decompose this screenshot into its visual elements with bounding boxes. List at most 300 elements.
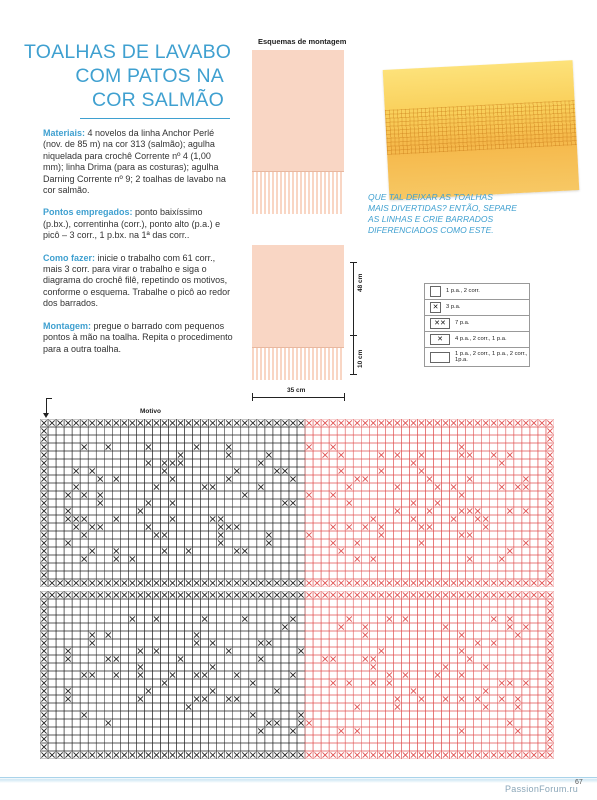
chart-cell [514, 443, 522, 451]
chart-cell [490, 563, 498, 571]
chart-cross-mark [547, 720, 552, 725]
chart-cell [474, 727, 482, 735]
chart-cell [401, 451, 409, 459]
chart-cell [514, 451, 522, 459]
chart-cell [128, 475, 136, 483]
chart-cell [209, 671, 217, 679]
chart-cell [136, 483, 144, 491]
chart-cell [225, 571, 233, 579]
chart-cell [104, 563, 112, 571]
chart-cell [241, 499, 249, 507]
chart-cell [353, 451, 361, 459]
chart-cross-mark [411, 592, 416, 597]
chart-cell [193, 571, 201, 579]
chart-cell [257, 523, 265, 531]
chart-cell [305, 451, 313, 459]
chart-cell [426, 695, 434, 703]
chart-cell [313, 435, 321, 443]
chart-cell [209, 555, 217, 563]
chart-cell [401, 459, 409, 467]
chart-cell [538, 435, 546, 443]
chart-cross-mark [331, 540, 336, 545]
chart-cell [120, 459, 128, 467]
chart-cross-mark [186, 548, 191, 553]
chart-cell [434, 563, 442, 571]
chart-cell [337, 615, 345, 623]
chart-cell [530, 515, 538, 523]
watermark: PassionForum.ru [505, 784, 579, 794]
chart-cell [249, 695, 257, 703]
chart-cell [64, 615, 72, 623]
chart-cell [265, 703, 273, 711]
chart-cross-mark [547, 540, 552, 545]
chart-cell [72, 639, 80, 647]
chart-cell [353, 615, 361, 623]
chart-cell [217, 615, 225, 623]
chart-cross-mark [547, 484, 552, 489]
chart-cell [409, 571, 417, 579]
chart-cell [72, 555, 80, 563]
chart-cell [393, 467, 401, 475]
chart-cross-mark [507, 592, 512, 597]
chart-cell [482, 483, 490, 491]
chart-cell [201, 499, 209, 507]
chart-cell [177, 467, 185, 475]
chart-cell [321, 547, 329, 555]
chart-cell [233, 607, 241, 615]
chart-cell [442, 435, 450, 443]
chart-cell [345, 443, 353, 451]
chart-cell [417, 531, 425, 539]
chart-cross-mark [242, 548, 247, 553]
chart-cell [257, 427, 265, 435]
chart-cell [64, 711, 72, 719]
chart-cell [281, 743, 289, 751]
chart-cell [514, 639, 522, 647]
chart-cell [514, 599, 522, 607]
chart-cell [538, 483, 546, 491]
chart-cross-mark [290, 672, 295, 677]
chart-cell [225, 735, 233, 743]
chart-cross-mark [170, 580, 175, 585]
chart-cell [313, 679, 321, 687]
empty-square-icon [430, 286, 441, 297]
towel-fringe [252, 347, 344, 380]
chart-cell [241, 451, 249, 459]
chart-cross-mark [499, 696, 504, 701]
chart-cell [434, 711, 442, 719]
chart-cell [482, 695, 490, 703]
chart-cross-mark [539, 580, 544, 585]
chart-cell [369, 491, 377, 499]
chart-cell [353, 571, 361, 579]
chart-cross-mark [547, 572, 552, 577]
chart-cell [321, 499, 329, 507]
chart-cell [538, 563, 546, 571]
chart-cell [417, 727, 425, 735]
chart-cell [345, 427, 353, 435]
chart-cell [450, 475, 458, 483]
chart-cell [474, 531, 482, 539]
chart-cell [369, 687, 377, 695]
chart-cell [225, 435, 233, 443]
chart-cross-mark [258, 484, 263, 489]
chart-cell [88, 703, 96, 711]
chart-cell [257, 687, 265, 695]
chart-cell [217, 483, 225, 491]
chart-cell [144, 607, 152, 615]
chart-cell [297, 475, 305, 483]
chart-cross-mark [82, 556, 87, 561]
chart-cell [273, 599, 281, 607]
chart-cell [474, 679, 482, 687]
chart-cell [289, 571, 297, 579]
chart-cell [409, 531, 417, 539]
cross-square-icon: ✕ [430, 302, 441, 313]
chart-cell [297, 539, 305, 547]
chart-cell [289, 555, 297, 563]
chart-cell [249, 499, 257, 507]
chart-cross-mark [90, 592, 95, 597]
chart-cross-mark [443, 696, 448, 701]
chart-cell [313, 547, 321, 555]
chart-cell [426, 631, 434, 639]
chart-cell [80, 663, 88, 671]
chart-cell [128, 743, 136, 751]
chart-cell [56, 735, 64, 743]
chart-cell [450, 555, 458, 563]
chart-cell [72, 531, 80, 539]
chart-cell [305, 547, 313, 555]
chart-cross-mark [491, 452, 496, 457]
chart-cross-mark [314, 580, 319, 585]
chart-cell [385, 735, 393, 743]
chart-cell [538, 427, 546, 435]
chart-cross-mark [202, 696, 207, 701]
chart-cell [48, 687, 56, 695]
chart-cell [434, 491, 442, 499]
chart-cell [474, 523, 482, 531]
chart-cross-mark [274, 420, 279, 425]
chart-cell [289, 523, 297, 531]
chart-cell [217, 563, 225, 571]
chart-cell [273, 639, 281, 647]
chart-cell [64, 475, 72, 483]
chart-cross-mark [306, 492, 311, 497]
footer-rule [0, 777, 597, 783]
chart-cell [112, 679, 120, 687]
chart-cell [313, 687, 321, 695]
chart-cell [48, 655, 56, 663]
chart-cross-mark [90, 548, 95, 553]
chart-cell [530, 475, 538, 483]
chart-cell [233, 687, 241, 695]
chart-cell [136, 435, 144, 443]
chart-cell [72, 547, 80, 555]
chart-cell [249, 483, 257, 491]
chart-cell [80, 703, 88, 711]
chart-cell [241, 563, 249, 571]
chart-cross-mark [419, 580, 424, 585]
chart-cell [506, 695, 514, 703]
chart-cell [401, 507, 409, 515]
chart-cell [522, 467, 530, 475]
chart-cell [345, 599, 353, 607]
dimension-tick [350, 262, 357, 263]
chart-cell [409, 623, 417, 631]
chart-cell [530, 663, 538, 671]
chart-cross-mark [547, 600, 552, 605]
chart-cell [64, 663, 72, 671]
chart-cell [345, 563, 353, 571]
chart-cell [369, 719, 377, 727]
chart-cell [474, 607, 482, 615]
chart-cross-mark [290, 420, 295, 425]
chart-cell [233, 427, 241, 435]
chart-cross-mark [467, 580, 472, 585]
chart-cross-mark [274, 580, 279, 585]
chart-cell [177, 703, 185, 711]
chart-cell [225, 639, 233, 647]
chart-cell [289, 647, 297, 655]
chart-cell [345, 491, 353, 499]
chart-cell [177, 563, 185, 571]
chart-cell [185, 523, 193, 531]
chart-cell [353, 531, 361, 539]
chart-cell [417, 719, 425, 727]
chart-cell [289, 655, 297, 663]
chart-cell [377, 599, 385, 607]
chart-cell [48, 451, 56, 459]
chart-cross-mark [419, 592, 424, 597]
chart-cell [474, 475, 482, 483]
chart-cell [48, 563, 56, 571]
chart-cell [185, 499, 193, 507]
chart-cell [345, 695, 353, 703]
chart-cell [241, 623, 249, 631]
chart-cell [466, 515, 474, 523]
chart-cell [393, 499, 401, 507]
chart-cell [490, 703, 498, 711]
chart-cell [442, 459, 450, 467]
chart-cell [313, 467, 321, 475]
chart-cross-mark [363, 656, 368, 661]
chart-cell [233, 719, 241, 727]
chart-cell [506, 515, 514, 523]
chart-cross-mark [218, 532, 223, 537]
chart-cross-mark [90, 468, 95, 473]
crochet-chart-top [40, 419, 554, 587]
chart-cell [297, 687, 305, 695]
chart-cross-mark [41, 532, 46, 537]
chart-cell [273, 427, 281, 435]
chart-cell [313, 743, 321, 751]
chart-cross-mark [475, 516, 480, 521]
chart-cell [490, 671, 498, 679]
chart-cross-mark [65, 492, 70, 497]
chart-cell [361, 515, 369, 523]
chart-cell [209, 679, 217, 687]
chart-cell [417, 655, 425, 663]
chart-cross-mark [339, 752, 344, 757]
chart-cell [426, 499, 434, 507]
chart-cross-mark [186, 704, 191, 709]
chart-cell [417, 743, 425, 751]
chart-cell [112, 711, 120, 719]
chart-cell [209, 623, 217, 631]
chart-cell [225, 539, 233, 547]
chart-cell [112, 571, 120, 579]
chart-cross-mark [210, 688, 215, 693]
chart-cell [72, 607, 80, 615]
chart-cell [136, 555, 144, 563]
chart-cell [474, 427, 482, 435]
chart-cross-mark [306, 720, 311, 725]
chart-cross-mark [234, 592, 239, 597]
chart-cell [48, 459, 56, 467]
chart-cross-mark [435, 500, 440, 505]
chart-cell [409, 523, 417, 531]
chart-cell [409, 663, 417, 671]
chart-cell [305, 671, 313, 679]
chart-cell [377, 515, 385, 523]
chart-cell [530, 499, 538, 507]
chart-cell [530, 631, 538, 639]
chart-cell [249, 507, 257, 515]
chart-cell [257, 539, 265, 547]
chart-cell [273, 711, 281, 719]
chart-cell [281, 615, 289, 623]
chart-cell [56, 475, 64, 483]
chart-cell [458, 483, 466, 491]
chart-cell [514, 671, 522, 679]
chart-cell [289, 743, 297, 751]
chart-cross-mark [242, 616, 247, 621]
chart-cell [257, 679, 265, 687]
chart-cell [530, 695, 538, 703]
chart-cell [160, 483, 168, 491]
chart-cross-mark [547, 532, 552, 537]
chart-cell [434, 623, 442, 631]
chart-cross-mark [130, 616, 135, 621]
chart-cross-mark [106, 752, 111, 757]
chart-cell [152, 735, 160, 743]
chart-cell [434, 435, 442, 443]
chart-cell [120, 727, 128, 735]
chart-cell [257, 615, 265, 623]
chart-cross-mark [403, 420, 408, 425]
chart-cell [321, 679, 329, 687]
chart-cross-mark [467, 420, 472, 425]
chart-cell [281, 639, 289, 647]
chart-cell [201, 539, 209, 547]
chart-cell [401, 563, 409, 571]
chart-cell [377, 539, 385, 547]
chart-cell [241, 523, 249, 531]
chart-cell [273, 607, 281, 615]
chart-cross-mark [154, 420, 159, 425]
chart-cell [209, 703, 217, 711]
chart-cell [120, 615, 128, 623]
chart-cell [538, 599, 546, 607]
chart-cell [458, 547, 466, 555]
chart-cell [538, 671, 546, 679]
chart-cell [482, 491, 490, 499]
section-label: Como fazer: [43, 252, 96, 263]
chart-cell [393, 475, 401, 483]
chart-cross-mark [459, 508, 464, 513]
chart-cell [201, 547, 209, 555]
chart-cross-mark [194, 672, 199, 677]
chart-cell [361, 467, 369, 475]
chart-cell [329, 719, 337, 727]
chart-cell [217, 711, 225, 719]
chart-cell [321, 663, 329, 671]
chart-cell [337, 663, 345, 671]
chart-cell [329, 483, 337, 491]
chart-cell [377, 427, 385, 435]
chart-cell [506, 531, 514, 539]
chart-cross-mark [65, 592, 70, 597]
chart-cell [538, 711, 546, 719]
chart-cell [313, 571, 321, 579]
chart-cell [329, 507, 337, 515]
chart-cell [393, 639, 401, 647]
chart-cell [353, 459, 361, 467]
chart-cell [482, 563, 490, 571]
chart-cross-mark [122, 420, 127, 425]
chart-cross-mark [547, 564, 552, 569]
chart-cross-mark [49, 592, 54, 597]
chart-cell [417, 499, 425, 507]
chart-cross-mark [475, 508, 480, 513]
chart-cell [482, 507, 490, 515]
chart-cell [72, 727, 80, 735]
chart-cell [530, 623, 538, 631]
chart-cell [152, 655, 160, 663]
chart-cell [361, 647, 369, 655]
chart-cross-mark [170, 460, 175, 465]
chart-cell [530, 735, 538, 743]
chart-cell [225, 727, 233, 735]
chart-cross-mark [234, 672, 239, 677]
chart-cell [514, 435, 522, 443]
chart-cross-mark [507, 680, 512, 685]
chart-cell [297, 615, 305, 623]
chart-cell [522, 599, 530, 607]
chart-cell [201, 531, 209, 539]
chart-cross-mark [379, 580, 384, 585]
chart-cross-mark [65, 508, 70, 513]
chart-cell [305, 735, 313, 743]
title-rule [80, 118, 230, 119]
chart-cell [506, 607, 514, 615]
chart-cell [385, 655, 393, 663]
chart-cell [426, 719, 434, 727]
chart-cell [136, 443, 144, 451]
chart-cross-mark [49, 580, 54, 585]
chart-cell [233, 571, 241, 579]
chart-cross-mark [507, 508, 512, 513]
chart-cell [442, 491, 450, 499]
chart-cross-mark [274, 720, 279, 725]
chart-cross-mark [162, 592, 167, 597]
chart-cell [442, 703, 450, 711]
chart-cell [385, 451, 393, 459]
chart-cell [72, 507, 80, 515]
chart-cell [249, 623, 257, 631]
chart-cell [120, 687, 128, 695]
